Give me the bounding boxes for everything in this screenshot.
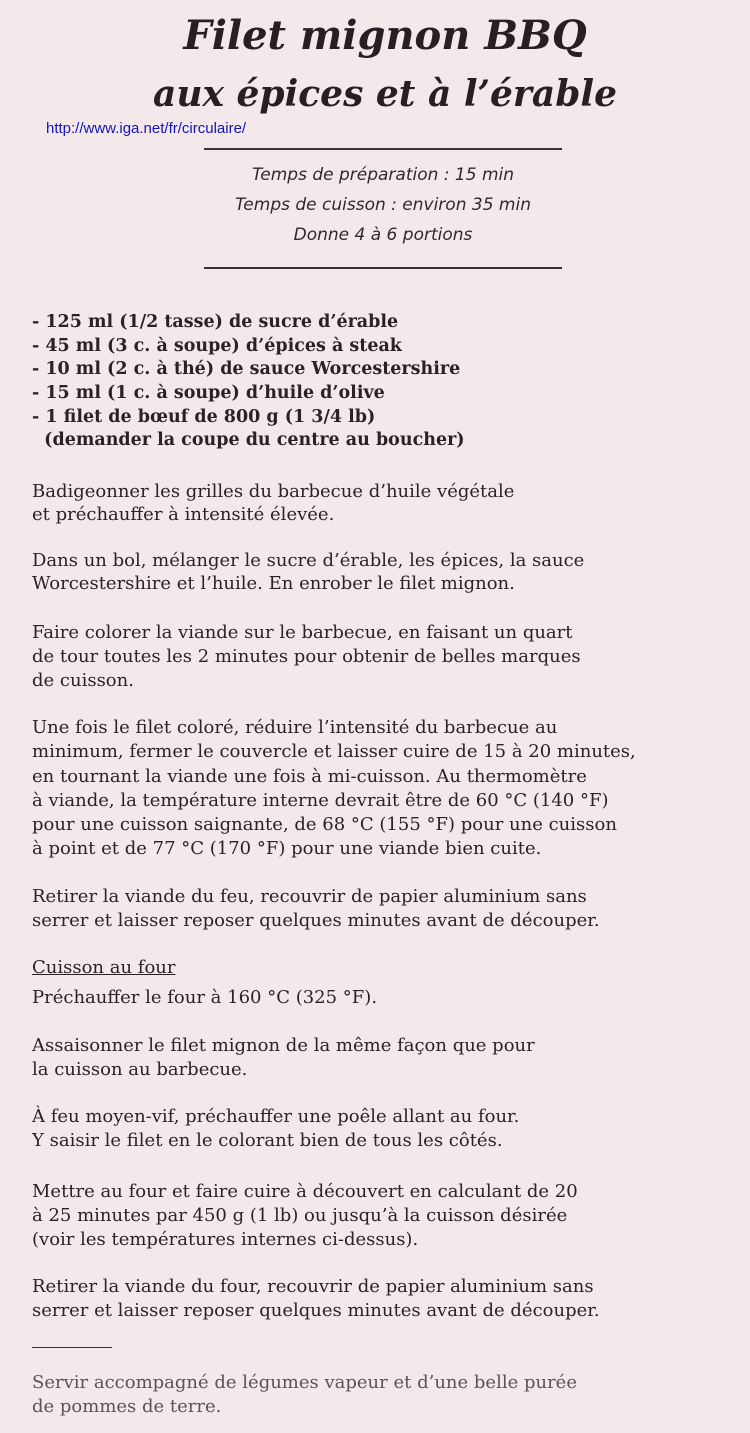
recipe-subtitle: aux épices et à l’érable <box>153 73 617 115</box>
step-3-line: Faire colorer la viande sur le barbecue, en faisant un quart <box>32 622 573 643</box>
oven-step-line: À feu moyen-vif, préchauffer une poêle allant au four. <box>32 1106 520 1127</box>
step-4-line: Une fois le filet coloré, réduire l’intensité du barbecue au <box>32 717 558 738</box>
step-3-line: de tour toutes les 2 minutes pour obtenir de belles marques <box>32 646 581 667</box>
oven-step-line: serrer et laisser reposer quelques minutes avant de découper. <box>32 1300 600 1321</box>
divider-top <box>204 148 562 150</box>
ingredient-item: - 125 ml (1/2 tasse) de sucre d’érable <box>32 312 399 332</box>
step-4-line: pour une cuisson saignante, de 68 °C (155 °F) pour une cuisson <box>32 814 617 835</box>
ingredient-item: (demander la coupe du centre au boucher) <box>32 430 465 450</box>
step-1-line: Badigeonner les grilles du barbecue d’huile végétale <box>32 481 515 502</box>
ingredient-item: - 1 filet de bœuf de 800 g (1 3/4 lb) <box>32 407 376 427</box>
oven-step-line: à 25 minutes par 450 g (1 lb) ou jusqu’à la cuisson désirée <box>32 1205 568 1226</box>
ingredient-item: - 10 ml (2 c. à thé) de sauce Worcestershire <box>32 359 461 379</box>
step-2-line: Dans un bol, mélanger le sucre d’érable, les épices, la sauce <box>32 550 585 571</box>
oven-step-line: Assaisonner le filet mignon de la même façon que pour <box>32 1035 535 1056</box>
footer-divider <box>32 1347 112 1348</box>
step-4-line: minimum, fermer le couvercle et laisser cuire de 15 à 20 minutes, <box>32 741 636 762</box>
oven-step-line: Préchauffer le four à 160 °C (325 °F). <box>32 987 378 1008</box>
servings: Donne 4 à 6 portions <box>293 225 473 245</box>
step-2-line: Worcestershire et l’huile. En enrober le filet mignon. <box>32 573 515 594</box>
cook-time: Temps de cuisson : environ 35 min <box>235 195 531 215</box>
step-4-line: à point et de 77 °C (170 °F) pour une viande bien cuite. <box>32 838 542 859</box>
ingredient-item: - 45 ml (3 c. à soupe) d’épices à steak <box>32 336 402 356</box>
serving-suggestion: de pommes de terre. <box>32 1396 222 1417</box>
serving-suggestion: Servir accompagné de légumes vapeur et d’une belle purée <box>32 1372 577 1393</box>
oven-step-line: Retirer la viande du four, recouvrir de papier aluminium sans <box>32 1276 594 1297</box>
source-link[interactable]: http://www.iga.net/fr/circulaire/ <box>46 120 247 137</box>
oven-step-line: Mettre au four et faire cuire à découvert en calculant de 20 <box>32 1181 578 1202</box>
oven-step-line: (voir les températures internes ci-dessus). <box>32 1229 419 1250</box>
step-4-line: à viande, la température interne devrait être de 60 °C (140 °F) <box>32 790 609 811</box>
step-4-line: en tournant la viande une fois à mi-cuisson. Au thermomètre <box>32 766 587 787</box>
step-5-line: serrer et laisser reposer quelques minutes avant de découper. <box>32 910 600 931</box>
oven-step-line: Y saisir le filet en le colorant bien de tous les côtés. <box>32 1130 503 1151</box>
step-1-line: et préchauffer à intensité élevée. <box>32 504 335 525</box>
ingredient-item: - 15 ml (1 c. à soupe) d’huile d’olive <box>32 383 385 403</box>
recipe-title: Filet mignon BBQ <box>183 12 587 59</box>
oven-section-heading: Cuisson au four <box>32 957 176 978</box>
step-5-line: Retirer la viande du feu, recouvrir de papier aluminium sans <box>32 886 587 907</box>
oven-step-line: la cuisson au barbecue. <box>32 1059 248 1080</box>
prep-time: Temps de préparation : 15 min <box>251 165 515 185</box>
divider-bottom <box>204 267 562 269</box>
step-3-line: de cuisson. <box>32 670 134 691</box>
